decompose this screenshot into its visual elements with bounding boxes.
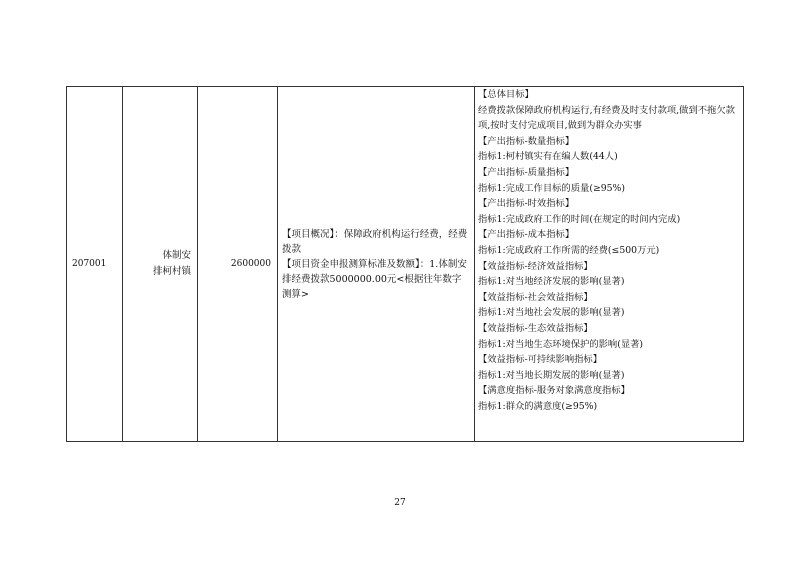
budget-table (66, 86, 744, 442)
goal-line: 【产出指标-成本指标】 (478, 229, 575, 241)
goal-line: 指标1:柯村镇实有在编人数(44人) (478, 151, 618, 163)
project-name-line: 体制安 (162, 250, 191, 261)
goal-line: 【总体目标】 (478, 89, 534, 100)
goal-line: 【效益指标-生态效益指标】 (478, 322, 593, 334)
goal-line: 【产出指标-时效指标】 (478, 198, 575, 210)
goal-line: 【效益指标-可持续影响指标】 (478, 354, 603, 366)
goal-line: 指标1:完成政府工作的时间(在规定的时间内完成) (478, 213, 681, 225)
goals-cell (475, 87, 744, 442)
amount-cell: 2600000 (198, 87, 278, 442)
goal-line: 【效益指标-经济效益指标】 (478, 260, 593, 272)
goal-line: 指标1:完成工作目标的质量(≥95%) (478, 182, 626, 194)
goal-line: 【效益指标-社会效益指标】 (478, 291, 593, 303)
goal-line: 指标1:对当地社会发展的影响(显著) (478, 307, 625, 319)
goal-line: 【产出指标-质量指标】 (478, 166, 575, 178)
description-overview: 【项目概况】：保障政府机构运行经费，经费拨款 (282, 228, 468, 255)
project-code-cell: 207001 (67, 87, 123, 442)
page-number: 27 (394, 498, 406, 508)
goal-line: 指标1:对当地经济发展的影响(显著) (478, 276, 625, 288)
project-name-cell (123, 87, 198, 442)
table-row (67, 87, 744, 442)
goal-line: 指标1:对当地生态环境保护的影响(显著) (478, 338, 644, 350)
goal-line: 【满意度指标-服务对象满意度指标】 (478, 385, 630, 397)
goal-line: 指标1:对当地长期发展的影响(显著) (478, 369, 625, 381)
description-cell (278, 87, 475, 442)
goal-line: 指标1:完成政府工作所需的经费(≤500万元) (478, 244, 660, 256)
goal-line: 经费拨款保障政府机构运行,有经费及时支付款项,做到不拖欠款项,按时支付完成项目,做到为群众办实事 (478, 104, 735, 132)
goal-line: 指标1:群众的满意度(≥95%) (478, 400, 598, 412)
project-name-line: 排柯村镇 (152, 266, 191, 277)
description-calculation: 【项目资金申报测算标准及数额】：1.体制安排经费拨款5000000.00元<根据往年数字测算> (282, 258, 467, 300)
goal-line: 【产出指标-数量指标】 (478, 135, 575, 147)
